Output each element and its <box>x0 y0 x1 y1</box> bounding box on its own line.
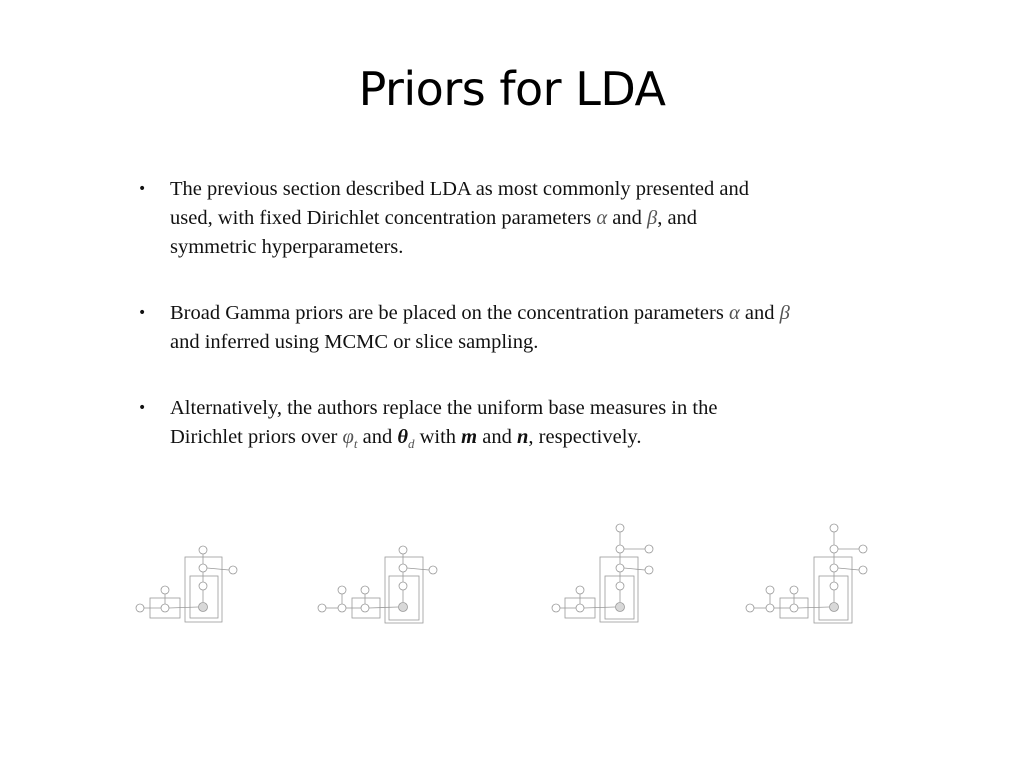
bullet-list <box>135 175 915 458</box>
bullet-3-line-1: Alternatively, the authors replace the uniform base measures in the <box>170 397 718 419</box>
m-symbol: m <box>461 426 478 448</box>
phi-subscript: t <box>353 436 358 452</box>
alpha-symbol: α <box>728 302 740 324</box>
slide-title: Priors for LDA <box>358 62 666 116</box>
bullet-marker: • <box>138 305 147 321</box>
bullet-marker: • <box>138 400 147 416</box>
beta-symbol: β <box>646 207 658 229</box>
phi-symbol: φ <box>342 426 354 448</box>
bullet-item-2 <box>135 299 915 357</box>
graphical-model-2 <box>315 520 445 635</box>
bullet-3-text-b: , respectively. <box>528 426 642 448</box>
bullet-3-and-2: and <box>477 426 517 448</box>
bullet-3-and: and <box>357 426 398 448</box>
bullet-3-with: with <box>414 426 462 448</box>
graphical-model-1 <box>130 520 250 635</box>
bullet-marker: • <box>138 181 147 197</box>
n-symbol: n <box>516 426 529 448</box>
alpha-symbol: α <box>596 207 608 229</box>
theta-symbol: θ <box>397 426 408 448</box>
graphical-models-row <box>0 520 1024 630</box>
bullet-1-line-2b: , and <box>657 207 698 229</box>
graphical-model-4 <box>742 520 872 635</box>
bullet-item-3 <box>135 394 915 458</box>
beta-symbol: β <box>779 302 790 324</box>
bullet-1-line-1: The previous section described LDA as most commonly presented and <box>170 178 749 200</box>
graphical-model-3 <box>548 520 668 635</box>
bullet-2-text-b: and inferred using MCMC or slice sampling. <box>170 331 539 353</box>
bullet-2-and: and <box>739 302 780 324</box>
bullet-3-text-a: Dirichlet priors over <box>170 426 343 448</box>
bullet-1-and: and <box>607 207 647 229</box>
theta-subscript: d <box>407 436 415 452</box>
bullet-1-line-2a: used, with fixed Dirichlet concentration parameters <box>170 207 597 229</box>
bullet-2-text-a: Broad Gamma priors are be placed on the concentration parameters <box>170 302 729 324</box>
bullet-item-1 <box>135 175 915 262</box>
bullet-1-line-3: symmetric hyperparameters. <box>170 236 404 258</box>
